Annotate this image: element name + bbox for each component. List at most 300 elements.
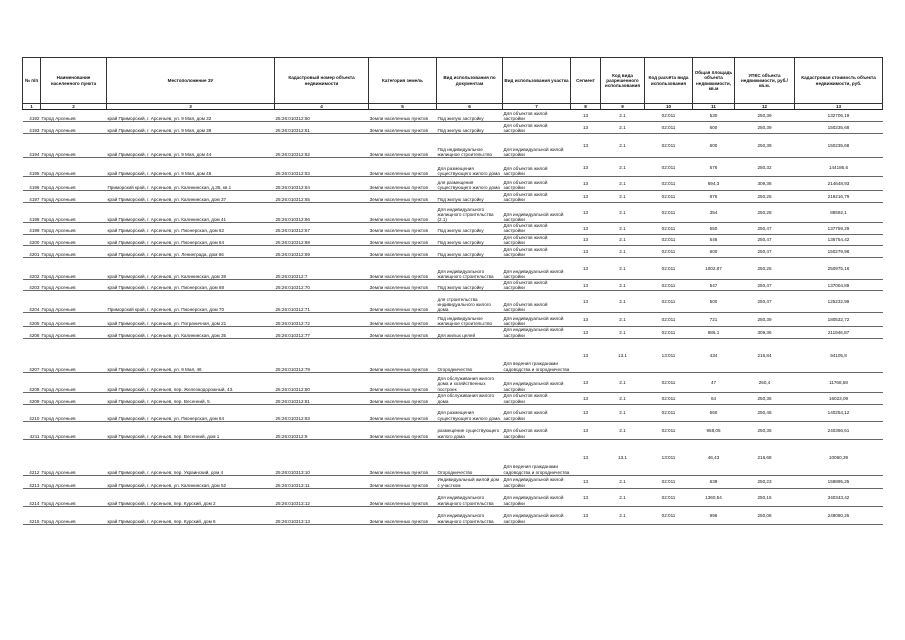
column-number-cadastral: 4 — [275, 104, 369, 110]
cell-code_use: 2.1 — [601, 475, 645, 488]
column-header-use_site: Вид использования участка — [503, 58, 571, 104]
cell-value: 10060,39 — [795, 439, 883, 475]
cell-use_site: Для индивидуальной жилой застройки — [503, 488, 571, 506]
column-header-segment: Сегмент — [571, 58, 601, 104]
cell-upks: 250,39 — [735, 134, 795, 158]
cell-segment: 13 — [571, 234, 601, 245]
column-number-segment: 8 — [571, 104, 601, 110]
cell-use_doc: Для обслуживания жилого дома — [437, 392, 503, 404]
cell-cadastral: 25:26:010312:80 — [275, 372, 369, 392]
cadastral-value-table — [22, 57, 883, 525]
cell-code_calc: 02:011 — [645, 291, 693, 313]
cell-value: 136754,42 — [795, 234, 883, 245]
cell-upks: 250,36 — [735, 392, 795, 404]
cell-upks: 309,36 — [735, 327, 795, 338]
cell-upks: 309,36 — [735, 177, 795, 191]
cell-n: 4215 — [23, 506, 41, 524]
cell-cadastral: 25:26:010312:63 — [275, 158, 369, 177]
table-row — [23, 258, 883, 280]
cell-settlement: Город Арсеньев — [41, 338, 107, 372]
cell-code_use: 2.1 — [601, 110, 645, 122]
column-number-code_use: 9 — [601, 104, 645, 110]
cell-cadastral: 25:26:010312:81 — [275, 392, 369, 404]
table-row — [23, 439, 883, 475]
cell-area: 876 — [693, 191, 735, 203]
cell-use_site: Для объектов жилой застройки — [503, 392, 571, 404]
column-header-cadastral: Кадастровый номер объекта недвижимости — [275, 58, 369, 104]
cell-code_calc: 02:011 — [645, 421, 693, 439]
cell-location: край Приморский, г. Арсеньев, ул. 9 Мая, дом 46 — [107, 158, 275, 177]
cell-n: 4212 — [23, 439, 41, 475]
cell-n: 4196 — [23, 177, 41, 191]
cell-code_calc: 02:011 — [645, 488, 693, 506]
cell-location: край Приморский, г. Арсеньев, ул. Калининская, дом 39 — [107, 258, 275, 280]
cell-value: 211946,87 — [795, 327, 883, 338]
table-row — [23, 191, 883, 203]
cell-code_use: 2.1 — [601, 258, 645, 280]
cell-category: Земли населенных пунктов — [369, 191, 437, 203]
cell-code_calc: 02:011 — [645, 280, 693, 291]
table-row — [23, 122, 883, 134]
table-row — [23, 506, 883, 524]
cell-segment: 13 — [571, 158, 601, 177]
cell-category: Земли населенных пунктов — [369, 223, 437, 234]
cell-use_site: Для объектов жилой застройки — [503, 404, 571, 421]
cell-upks: 250,25 — [735, 191, 795, 203]
cell-cadastral: 25:26:010312:67 — [275, 223, 369, 234]
cell-settlement: Город Арсеньев — [41, 488, 107, 506]
cell-use_doc: Под жилую застройку — [437, 110, 503, 122]
cell-n: 4197 — [23, 191, 41, 203]
cell-category: Земли населенных пунктов — [369, 506, 437, 524]
cell-category: Земли населенных пунктов — [369, 392, 437, 404]
column-header-n: № п/п — [23, 58, 41, 104]
cell-cadastral: 25:26:010313:11 — [275, 475, 369, 488]
cell-use_site: Для объектов жилой застройки — [503, 177, 571, 191]
column-number-value: 13 — [795, 104, 883, 110]
cell-code_calc: 02:011 — [645, 475, 693, 488]
cell-segment: 13 — [571, 404, 601, 421]
cell-value: 180532,72 — [795, 313, 883, 327]
cell-code_calc: 02:011 — [645, 177, 693, 191]
cell-value: 137004,89 — [795, 280, 883, 291]
cell-segment: 13 — [571, 439, 601, 475]
cell-settlement: Город Арсеньев — [41, 110, 107, 122]
table-row — [23, 134, 883, 158]
cell-category: Земли населенных пунктов — [369, 203, 437, 223]
cell-use_doc: Для жилых целей — [437, 327, 503, 338]
cell-use_site: Для объектов жилой застройки — [503, 280, 571, 291]
cell-segment: 13 — [571, 280, 601, 291]
cell-code_use: 2.1 — [601, 392, 645, 404]
cell-settlement: Город Арсеньев — [41, 246, 107, 258]
cell-area: 434 — [693, 338, 735, 372]
cell-code_use: 2.1 — [601, 203, 645, 223]
cell-upks: 250,35 — [735, 421, 795, 439]
cell-code_use: 2.1 — [601, 313, 645, 327]
cell-area: 694,3 — [693, 177, 735, 191]
cell-use_doc: Для индивидуального жилищного строительства — [437, 506, 503, 524]
cell-settlement: Город Арсеньев — [41, 203, 107, 223]
column-header-use_doc: Вид использования по документам — [437, 58, 503, 104]
column-number-settlement: 2 — [41, 104, 107, 110]
cell-n: 4202 — [23, 258, 41, 280]
cell-code_calc: 02:011 — [645, 404, 693, 421]
cell-use_site: Для объектов жилой застройки — [503, 191, 571, 203]
cell-area: 1002,87 — [693, 258, 735, 280]
cell-value: 137759,29 — [795, 223, 883, 234]
cell-location: край Приморский, г. Арсеньев, пер. Весенний, дом 1 — [107, 421, 275, 439]
cell-upks: 250,25 — [735, 258, 795, 280]
cell-area: 1360,54 — [693, 488, 735, 506]
cell-code_calc: 02:011 — [645, 246, 693, 258]
cell-area: 64 — [693, 392, 735, 404]
cell-area: 546 — [693, 234, 735, 245]
cell-n: 4200 — [23, 234, 41, 245]
cell-settlement: Город Арсеньев — [41, 223, 107, 234]
cell-n: 4210 — [23, 404, 41, 421]
column-header-location: Местоположение ЗУ — [107, 58, 275, 104]
cell-code_use: 13.1 — [601, 439, 645, 475]
column-number-area: 11 — [693, 104, 735, 110]
table-row — [23, 177, 883, 191]
cell-location: край Приморский, г. Арсеньев, пер. Курский, дом 6 — [107, 506, 275, 524]
cell-cadastral: 25:26:010312:79 — [275, 338, 369, 372]
cell-use_doc: Под жилую застройку — [437, 234, 503, 245]
cell-use_site: Для объектов жилой застройки — [503, 234, 571, 245]
column-header-upks: УПКС объекта недвижимости, руб./кв.м. — [735, 58, 795, 104]
cell-upks: 250,28 — [735, 203, 795, 223]
cell-value: 144186,6 — [795, 158, 883, 177]
cell-cadastral: 25:26:010313:13 — [275, 506, 369, 524]
cell-category: Земли населенных пунктов — [369, 258, 437, 280]
cell-value: 150279,98 — [795, 246, 883, 258]
cell-cadastral: 25:26:010313:10 — [275, 439, 369, 475]
cell-area: 721 — [693, 313, 735, 327]
cell-code_calc: 02:011 — [645, 372, 693, 392]
cell-use_site: Для объектов жилой застройки — [503, 421, 571, 439]
cell-area: 550 — [693, 223, 735, 234]
column-number-code_calc: 10 — [645, 104, 693, 110]
cell-location: край Приморский, г. Арсеньев, ул. Калининская, дом 35 — [107, 327, 275, 338]
table-row — [23, 327, 883, 338]
cell-use_site: Для индивидуальной жилой застройки — [503, 258, 571, 280]
cell-value: 249080,25 — [795, 506, 883, 524]
cell-code_calc: 13:011 — [645, 439, 693, 475]
cell-location: Приморский край, г. Арсеньев, ул. Пионерская, дом 70 — [107, 291, 275, 313]
cell-segment: 13 — [571, 291, 601, 313]
cell-use_doc: Огородничество — [437, 338, 503, 372]
cell-segment: 13 — [571, 258, 601, 280]
cell-cadastral: 25:26:010312:64 — [275, 177, 369, 191]
cell-use_doc: Под индивидуальное жилищное строительство — [437, 134, 503, 158]
cell-upks: 250,39 — [735, 122, 795, 134]
cell-n: 4214 — [23, 488, 41, 506]
cell-area: 560 — [693, 404, 735, 421]
cell-cadastral: 25:26:010312:71 — [275, 291, 369, 313]
cell-segment: 13 — [571, 191, 601, 203]
cell-category: Земли населенных пунктов — [369, 177, 437, 191]
cell-segment: 13 — [571, 110, 601, 122]
cell-area: 576 — [693, 158, 735, 177]
cell-location: край Приморский, г. Арсеньев, пер. Украинский, дом 4 — [107, 439, 275, 475]
cell-segment: 13 — [571, 488, 601, 506]
cell-use_doc: Огородничество — [437, 439, 503, 475]
cell-upks: 250,08 — [735, 506, 795, 524]
cell-code_use: 2.1 — [601, 134, 645, 158]
cell-category: Земли населенных пунктов — [369, 421, 437, 439]
cell-category: Земли населенных пунктов — [369, 291, 437, 313]
cell-code_use: 2.1 — [601, 404, 645, 421]
table-row — [23, 372, 883, 392]
cell-use_site: Для объектов жилой застройки — [503, 122, 571, 134]
cell-category: Земли населенных пунктов — [369, 246, 437, 258]
column-header-code_calc: Код расчёта вида использования — [645, 58, 693, 104]
cell-code_calc: 02:011 — [645, 506, 693, 524]
cell-category: Земли населенных пунктов — [369, 280, 437, 291]
cell-code_calc: 02:011 — [645, 122, 693, 134]
cell-n: 4204 — [23, 291, 41, 313]
cell-location: Приморский край, г. Арсеньев, ул. Калининская, д.35, кв.1 — [107, 177, 275, 191]
cell-settlement: Город Арсеньев — [41, 372, 107, 392]
cell-code_calc: 02:011 — [645, 223, 693, 234]
cell-settlement: Город Арсеньев — [41, 313, 107, 327]
cell-code_calc: 02:011 — [645, 158, 693, 177]
cell-area: 600 — [693, 122, 735, 134]
cell-code_use: 2.1 — [601, 191, 645, 203]
cell-cadastral: 25:26:010313:12 — [275, 488, 369, 506]
column-number-location: 3 — [107, 104, 275, 110]
cell-use_doc: Индивидуальный жилой дом с участком — [437, 475, 503, 488]
column-header-area: Общая площадь объекта недвижимости, кв.м — [693, 58, 735, 104]
cell-value: 340343,42 — [795, 488, 883, 506]
cell-location: край Приморский, г. Арсеньев, ул. Пионерская, дом 64 — [107, 404, 275, 421]
column-header-value: Кадастровая стоимость объекта недвижимости, руб. — [795, 58, 883, 104]
cell-category: Земли населенных пунктов — [369, 158, 437, 177]
column-number-n: 1 — [23, 104, 41, 110]
table-row — [23, 280, 883, 291]
cell-n: 4206 — [23, 327, 41, 338]
table-row — [23, 338, 883, 372]
cell-code_calc: 02:011 — [645, 258, 693, 280]
cell-code_calc: 02:011 — [645, 110, 693, 122]
cell-segment: 13 — [571, 338, 601, 372]
cell-settlement: Город Арсеньев — [41, 280, 107, 291]
cell-cadastral: 25:26:010312:72 — [275, 313, 369, 327]
cell-cadastral: 25:26:010312:9 — [275, 421, 369, 439]
column-number-use_site: 7 — [503, 104, 571, 110]
cell-location: край Приморский, г. Арсеньев, ул. Пионерская, дом 62 — [107, 223, 275, 234]
cell-segment: 13 — [571, 475, 601, 488]
cell-category: Земли населенных пунктов — [369, 475, 437, 488]
cell-location: край Приморский, г. Арсеньев, ул. Пограничная, дом 21 — [107, 313, 275, 327]
cell-segment: 13 — [571, 203, 601, 223]
cell-code_use: 2.1 — [601, 421, 645, 439]
cell-category: Земли населенных пунктов — [369, 327, 437, 338]
cell-upks: 250,39 — [735, 313, 795, 327]
cell-n: 4192 — [23, 110, 41, 122]
cell-segment: 13 — [571, 134, 601, 158]
cell-category: Земли населенных пунктов — [369, 234, 437, 245]
cell-settlement: Город Арсеньев — [41, 392, 107, 404]
cell-upks: 216,68 — [735, 439, 795, 475]
cell-location: край Приморский, г. Арсеньев, ул. Пионерская, дом 64 — [107, 234, 275, 245]
cell-use_doc: Для размещения существующего жилого дома — [437, 158, 503, 177]
cell-upks: 250,39 — [735, 110, 795, 122]
cell-upks: 250,47 — [735, 234, 795, 245]
cell-n: 4195 — [23, 158, 41, 177]
cell-use_doc: Для индивидуального жилищного строительства — [437, 488, 503, 506]
table-header — [23, 58, 883, 110]
cell-value: 16023,09 — [795, 392, 883, 404]
cell-segment: 13 — [571, 313, 601, 327]
cell-code_calc: 13:011 — [645, 338, 693, 372]
cell-area: 600 — [693, 246, 735, 258]
cell-settlement: Город Арсеньев — [41, 421, 107, 439]
cell-code_use: 2.1 — [601, 223, 645, 234]
cell-value: 250975,16 — [795, 258, 883, 280]
cell-upks: 250,32 — [735, 158, 795, 177]
cell-code_calc: 02:011 — [645, 203, 693, 223]
cell-n: 4194 — [23, 134, 41, 158]
table-row — [23, 234, 883, 245]
cell-upks: 250,4 — [735, 372, 795, 392]
cell-category: Земли населенных пунктов — [369, 488, 437, 506]
table-row — [23, 158, 883, 177]
cell-upks: 250,45 — [735, 404, 795, 421]
cell-settlement: Город Арсеньев — [41, 439, 107, 475]
cell-segment: 13 — [571, 246, 601, 258]
cell-n: 4201 — [23, 246, 41, 258]
cell-use_doc: для размещения существующего жилого дома — [437, 177, 503, 191]
cell-location: край Приморский, г. Арсеньев, ул. Калининская, дом 37 — [107, 191, 275, 203]
cell-n: 4209 — [23, 392, 41, 404]
cell-upks: 250,47 — [735, 223, 795, 234]
cell-code_use: 2.1 — [601, 291, 645, 313]
cell-use_doc: Для индивидуального жилищного строительства (2.1) — [437, 203, 503, 223]
cell-code_use: 13.1 — [601, 338, 645, 372]
cell-value: 219216,79 — [795, 191, 883, 203]
cell-code_calc: 02:011 — [645, 234, 693, 245]
cadastral-value-sheet — [22, 57, 882, 525]
cell-use_site: Для ведения гражданами садоводства и огородничества — [503, 338, 571, 372]
cell-use_doc: Под индивидуальное жилищное строительство — [437, 313, 503, 327]
table-row — [23, 110, 883, 122]
cell-use_doc: Под жилую застройку — [437, 122, 503, 134]
cell-area: 958,05 — [693, 421, 735, 439]
cell-area: 530 — [693, 110, 735, 122]
cell-area: 996 — [693, 506, 735, 524]
cell-use_doc: Для индивидуального жилищного строительства — [437, 258, 503, 280]
cell-area: 686,1 — [693, 327, 735, 338]
table-row — [23, 475, 883, 488]
cell-cadastral: 25:26:010312:65 — [275, 191, 369, 203]
cell-value: 94105,8 — [795, 338, 883, 372]
cell-cadastral: 25:26:010312:70 — [275, 280, 369, 291]
cell-settlement: Город Арсеньев — [41, 327, 107, 338]
cell-settlement: Город Арсеньев — [41, 291, 107, 313]
cell-segment: 13 — [571, 372, 601, 392]
cell-code_use: 2.1 — [601, 122, 645, 134]
cell-cadastral: 25:26:010312:66 — [275, 203, 369, 223]
cell-code_use: 2.1 — [601, 234, 645, 245]
cell-use_site: Для индивидуальной жилой застройки — [503, 475, 571, 488]
cell-location: край Приморский, г. Арсеньев, ул. Пионерская, дом 68 — [107, 280, 275, 291]
cell-settlement: Город Арсеньев — [41, 506, 107, 524]
table-row — [23, 246, 883, 258]
cell-use_site: Для ведения гражданами садоводства и огородничества — [503, 439, 571, 475]
cell-use_doc: Под жилую застройку — [437, 191, 503, 203]
cell-upks: 250,47 — [735, 246, 795, 258]
cell-value: 150235,68 — [795, 122, 883, 134]
cell-location: край Приморский, г. Арсеньев, ул. Калининская, дом 52 — [107, 475, 275, 488]
cell-cadastral: 25:26:010312:83 — [275, 404, 369, 421]
cell-upks: 250,23 — [735, 475, 795, 488]
cell-upks: 250,47 — [735, 280, 795, 291]
cell-settlement: Город Арсеньев — [41, 234, 107, 245]
cell-upks: 216,84 — [735, 338, 795, 372]
column-number-upks: 12 — [735, 104, 795, 110]
table-row — [23, 223, 883, 234]
cell-value: 11768,58 — [795, 372, 883, 392]
cell-use_site: Для объектов жилой застройки — [503, 223, 571, 234]
cell-use_site: Для объектов жилой застройки — [503, 110, 571, 122]
cell-category: Земли населенных пунктов — [369, 439, 437, 475]
cell-n: 4207 — [23, 338, 41, 372]
cell-code_use: 2.1 — [601, 246, 645, 258]
cell-use_site: Для объектов жилой застройки — [503, 158, 571, 177]
column-header-category: Категория земель — [369, 58, 437, 104]
cell-location: край Приморский, г. Арсеньев, ул. 9 Мая, дом 32 — [107, 110, 275, 122]
cell-use_doc: размещение существующего жилого дома — [437, 421, 503, 439]
cell-area: 47 — [693, 372, 735, 392]
cell-code_use: 2.1 — [601, 177, 645, 191]
cell-n: 4198 — [23, 203, 41, 223]
cell-n: 4213 — [23, 475, 41, 488]
cell-area: 354 — [693, 203, 735, 223]
cell-segment: 13 — [571, 327, 601, 338]
table-row — [23, 488, 883, 506]
cell-value: 150235,68 — [795, 134, 883, 158]
cell-value: 214648,93 — [795, 177, 883, 191]
cell-location: край Приморский, г. Арсеньев, ул. 9 Мая, 46 — [107, 338, 275, 372]
cell-settlement: Город Арсеньев — [41, 177, 107, 191]
cell-area: 600 — [693, 134, 735, 158]
cell-upks: 250,47 — [735, 291, 795, 313]
cell-n: 4205 — [23, 313, 41, 327]
cell-code_calc: 02:011 — [645, 392, 693, 404]
cell-category: Земли населенных пунктов — [369, 134, 437, 158]
cell-category: Земли населенных пунктов — [369, 110, 437, 122]
cell-code_use: 2.1 — [601, 506, 645, 524]
cell-area: 500 — [693, 291, 735, 313]
column-header-code_use: Код вида разрешенного использования — [601, 58, 645, 104]
cell-use_site: Для индивидуальной жилой застройки — [503, 203, 571, 223]
table-row — [23, 421, 883, 439]
table-body — [23, 110, 883, 525]
table-row — [23, 203, 883, 223]
cell-settlement: Город Арсеньев — [41, 122, 107, 134]
column-number-use_doc: 6 — [437, 104, 503, 110]
cell-category: Земли населенных пунктов — [369, 122, 437, 134]
column-header-row — [23, 58, 883, 104]
cell-value: 132706,19 — [795, 110, 883, 122]
cell-code_calc: 02:011 — [645, 313, 693, 327]
cell-cadastral: 25:26:010312:69 — [275, 246, 369, 258]
cell-segment: 13 — [571, 122, 601, 134]
cell-code_use: 2.1 — [601, 280, 645, 291]
cell-n: 4211 — [23, 421, 41, 439]
